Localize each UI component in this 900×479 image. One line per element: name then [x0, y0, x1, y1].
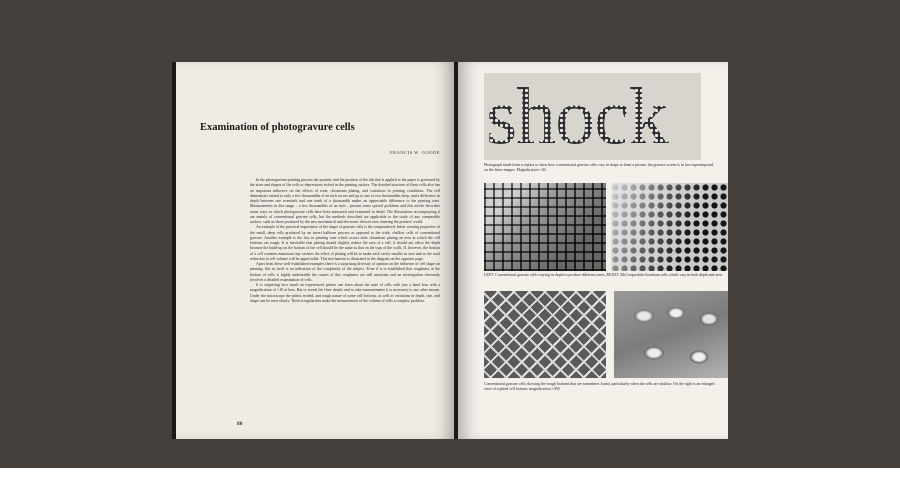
conventional-cells-photo [484, 183, 606, 271]
mccorquodale-cells-photo [611, 183, 728, 271]
paragraph: It is surprising how much an experienced printer can learn about the state of cells with just a hand lens with a magnification of ×10 at best. But to reveal the finer details and to take measurements it is necessary to use other means. Under the microscope the pitted, eroded, and rough nature of some cell bottoms, as well as variations in depth, size, and shape can be seen clearly. These irregularities make the measurement of the volume of cells a complex problem. [250, 283, 440, 303]
shock-lettering-photo [484, 73, 701, 160]
pitted-cell-bottom-photo [614, 291, 728, 378]
article-author: FRANCIS W. GOODE [390, 150, 440, 155]
paragraph: Apart from these well-established examples there is a surprising diversity of opinion on the influence of cell shape on printing; this in itself is an indication of the complexity of the subject. Even if it is established that roughness at the bottom of cells is highly undesirable the causes of this roughness are still uncertain and an investigation obviously involves a detailed examination of cells. [250, 262, 440, 282]
shock-lettering-svg [484, 73, 701, 160]
article-body [250, 178, 440, 393]
caption-top: Photograph made from a replica to show how conventional gravure cells vary in shape to form a picture; the gravure screen is in fact superimposed on the letter images. Magnification ×20. [484, 163, 714, 172]
page-number: 80 [237, 421, 243, 427]
caption-middle: LEFT: Conventional gravure cells varying in depth to produce different tones. RIGHT: McCorquodale-Goodsam cells which vary in both depth and area. [484, 273, 723, 277]
shock-word: shock [486, 73, 668, 160]
caption-bottom: Conventional gravure cells showing the rough bottoms that are sometimes found, particularly when the cells are shallow. On the right is an enlarged view of a pitted cell bottom; magnification ×350. [484, 382, 715, 391]
paragraph: In the photogravure printing process the quantity and the position of the ink that is applied to the paper is governed by the sizes and shapes of the cells or depressions etched in the printing surface. The detailed structure of these cells also has an important influence on the effects of wear, chromium plating, and variations in printing conditions. The cell dimensions extend to only a few thousandths of an inch across and up to one or two thousandths deep, and a difference in depth between one twentieth and one tenth of a thousandth makes an appreciable difference to the printing tone. Measurements in this range – a few thousandths of an inch – present some special problems and this article describes some ways in which photogravure cells have been measured and examined in detail. The illustrations accompanying it are mainly of conventional gravure cells, but the methods described are applicable to the study of any comparable surface, such as those produced by the new mechanical and electronic devices now entering the printers' world. [250, 178, 440, 224]
paragraph: An example of the practical importance of the shape of gravure cells is the comparatively better wearing properties of the small, deep cells produced by an invert halftone process as opposed to the wide, shallow cells of conventional gravure. Another example is the loss in printing tone which occurs after chromium plating an area in which the cell bottoms are rough. It is inevitable that plating should slightly reduce the area of a cell; it should not affect the depth because the build-up on the bottom of the cell should be the same as that on the tops of the walls. If, however, the bottom of a cell contains numerous tiny cavities the effect of plating will be to make each cavity smaller in area and so the total reduction in cell volume will be appreciable. This mechanism is illustrated in the diagram on the opposite page. [250, 225, 440, 261]
rough-bottom-cells-photo [484, 291, 606, 378]
article-title: Examination of photogravure cells [200, 122, 355, 133]
